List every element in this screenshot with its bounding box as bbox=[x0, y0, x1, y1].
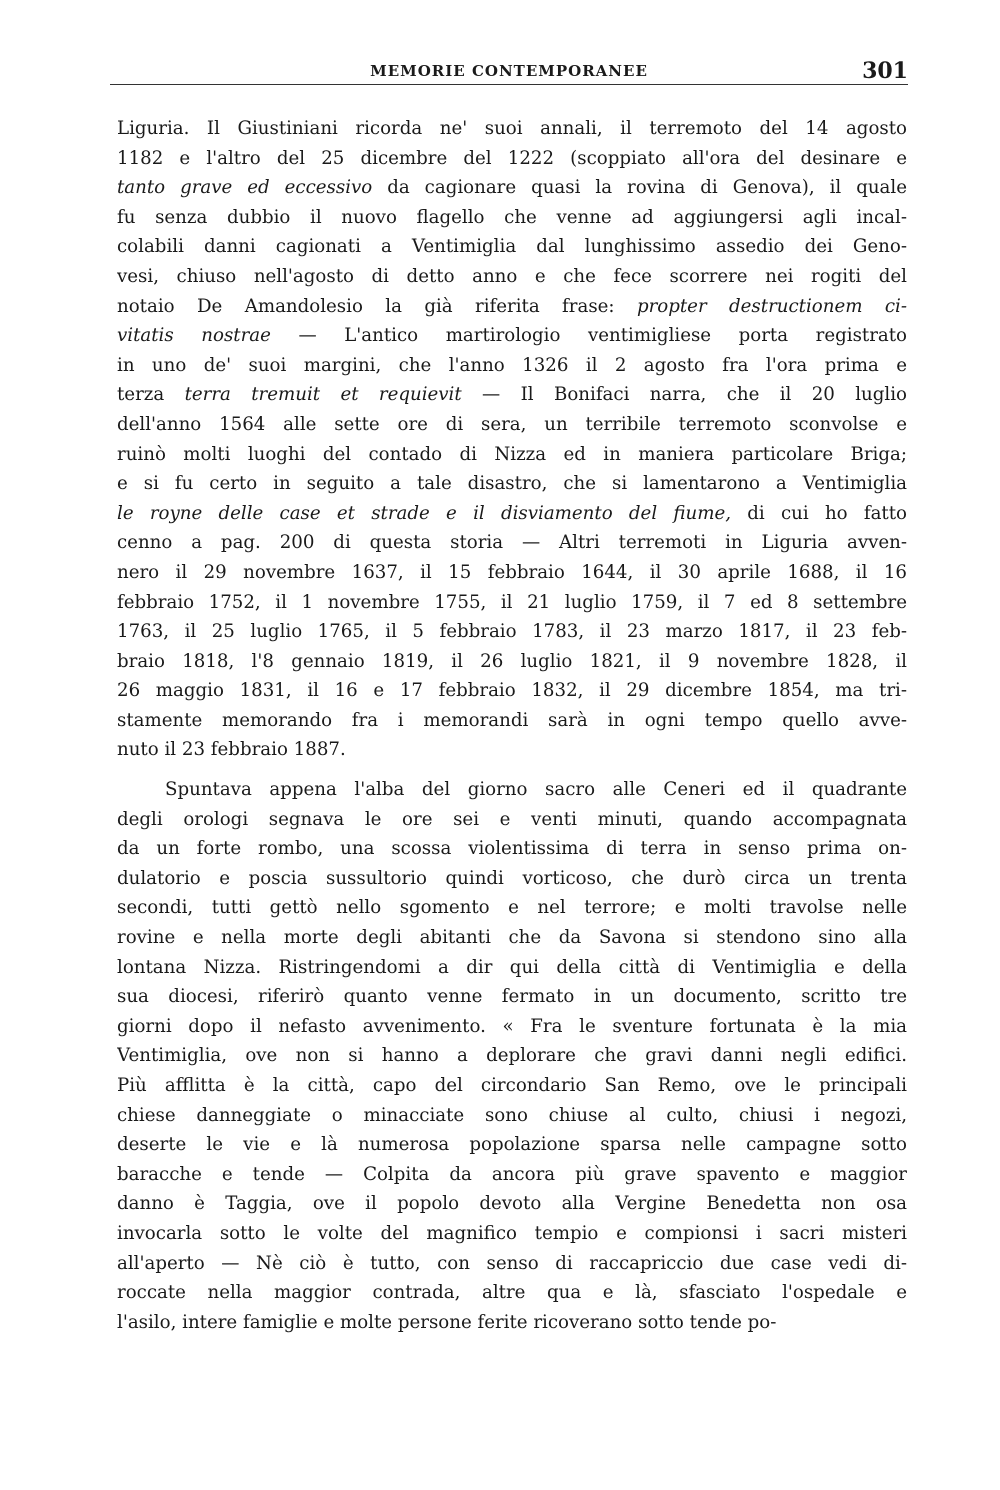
text-line bbox=[117, 1071, 907, 1101]
text-segment: e si fu certo in seguito a tale disastro, che si lamentarono a Ventimiglia bbox=[117, 473, 907, 495]
text-line bbox=[117, 1219, 907, 1249]
text-line bbox=[117, 735, 907, 765]
text-segment: danno è Taggia, ove il popolo devoto alla Vergine Benedetta non osa bbox=[117, 1193, 907, 1215]
text-line bbox=[117, 1189, 907, 1219]
text-line bbox=[117, 982, 907, 1012]
text-segment: sua diocesi, riferirò quanto venne fermato in un documento, scritto tre bbox=[117, 986, 907, 1008]
text-line bbox=[117, 144, 907, 174]
paragraph-1 bbox=[117, 114, 907, 765]
text-segment: secondi, tutti gettò nello sgomento e nel terrore; e molti travolse nelle bbox=[117, 897, 907, 919]
text-segment: chiese danneggiate o minacciate sono chiuse al culto, chiusi i negozi, bbox=[117, 1104, 907, 1126]
text-line bbox=[117, 834, 907, 864]
text-line bbox=[117, 775, 907, 805]
text-segment: ruinò molti luoghi del contado di Nizza ed in maniera particolare Briga; bbox=[117, 443, 907, 465]
text-segment: nuto il 23 febbraio 1887. bbox=[117, 739, 346, 761]
text-segment: da cagionare quasi la rovina di Genova), il quale bbox=[372, 177, 907, 199]
text-line bbox=[117, 647, 907, 677]
text-line bbox=[117, 923, 907, 953]
text-segment: da un forte rombo, una scossa violentissima di terra in senso prima on- bbox=[117, 838, 907, 860]
running-head bbox=[110, 60, 908, 85]
text-line bbox=[117, 953, 907, 983]
text-line bbox=[117, 469, 907, 499]
text-line bbox=[117, 1041, 907, 1071]
text-line bbox=[117, 410, 907, 440]
text-line bbox=[117, 1308, 907, 1338]
text-segment: febbraio 1752, il 1 novembre 1755, il 21 luglio 1759, il 7 ed 8 settembre bbox=[117, 591, 907, 613]
text-line bbox=[117, 1278, 907, 1308]
text-line bbox=[117, 805, 907, 835]
text-segment: fu senza dubbio il nuovo flagello che venne ad aggiungersi agli incal- bbox=[117, 206, 907, 228]
body-text bbox=[117, 114, 907, 1337]
text-line bbox=[117, 262, 907, 292]
text-segment: terza bbox=[117, 384, 185, 406]
text-line bbox=[117, 499, 907, 529]
text-line bbox=[117, 617, 907, 647]
text-line bbox=[117, 588, 907, 618]
text-segment: notaio De Amandolesio la già riferita frase: bbox=[117, 295, 637, 317]
text-line bbox=[117, 173, 907, 203]
text-line bbox=[117, 380, 907, 410]
text-segment: Più afflitta è la città, capo del circondario San Remo, ove le principali bbox=[117, 1075, 907, 1096]
text-segment: braio 1818, l'8 gennaio 1819, il 26 luglio 1821, il 9 novembre 1828, il bbox=[117, 650, 907, 672]
text-segment: cenno a pag. 200 di questa storia — Altri terremoti in Liguria avven- bbox=[117, 532, 907, 554]
text-segment: l'asilo, intere famiglie e molte persone ferite ricoverano sotto tende po- bbox=[117, 1311, 777, 1333]
text-segment: lontana Nizza. Ristringendomi a dir qui della città di Ventimiglia e della bbox=[117, 956, 907, 978]
text-segment: giorni dopo il nefasto avvenimento. « Fra le sventure fortunata è la mia bbox=[117, 1015, 907, 1037]
text-line bbox=[117, 232, 907, 262]
text-segment: baracche e tende — Colpita da ancora più grave spavento e maggior bbox=[117, 1163, 907, 1185]
text-segment: — L'antico martirologio ventimigliese porta registrato bbox=[270, 325, 907, 347]
text-line bbox=[117, 893, 907, 923]
text-segment: Spuntava appena l'alba del giorno sacro alle Ceneri ed il quadrante bbox=[165, 779, 907, 801]
text-segment: stamente memorando fra i memorandi sarà in ogni tempo quello avve- bbox=[117, 709, 907, 731]
text-line bbox=[117, 1160, 907, 1190]
text-segment: di cui ho fatto bbox=[731, 502, 907, 524]
text-segment: colabili danni cagionati a Ventimiglia dal lunghissimo assedio dei Geno- bbox=[117, 236, 907, 258]
paragraph-2 bbox=[117, 775, 907, 1337]
text-segment: degli orologi segnava le ore sei e venti minuti, quando accompagnata bbox=[117, 808, 907, 830]
text-line bbox=[117, 203, 907, 233]
italic-segment: propter destructionem ci- bbox=[636, 295, 907, 317]
text-segment: — Il Bonifaci narra, che il 20 luglio bbox=[461, 384, 907, 406]
text-line bbox=[117, 1101, 907, 1131]
text-segment: dulatorio e poscia sussultorio quindi vorticoso, che durò circa un trenta bbox=[117, 867, 907, 889]
text-segment: 1763, il 25 luglio 1765, il 5 febbraio 1783, il 23 marzo 1817, il 23 feb- bbox=[117, 621, 907, 643]
text-segment: in uno de' suoi margini, che l'anno 1326 il 2 agosto fra l'ora prima e bbox=[117, 354, 907, 376]
text-segment: 26 maggio 1831, il 16 e 17 febbraio 1832, il 29 dicembre 1854, ma tri- bbox=[117, 680, 907, 702]
running-title: MEMORIE CONTEMPORANEE bbox=[370, 62, 648, 80]
text-segment: Liguria. Il Giustiniani ricorda ne' suoi annali, il terremoto del 14 agosto bbox=[117, 118, 907, 139]
text-segment: dell'anno 1564 alle sette ore di sera, un terribile terremoto sconvolse e bbox=[117, 413, 907, 435]
text-line bbox=[117, 1130, 907, 1160]
text-line bbox=[117, 676, 907, 706]
text-segment: invocarla sotto le volte del magnifico tempio e compionsi i sacri misteri bbox=[117, 1222, 907, 1244]
text-line bbox=[117, 292, 907, 322]
text-segment: nero il 29 novembre 1637, il 15 febbraio 1644, il 30 aprile 1688, il 16 bbox=[117, 561, 907, 583]
text-line bbox=[117, 114, 907, 144]
text-line bbox=[117, 1249, 907, 1279]
text-segment: Ventimiglia, ove non si hanno a deplorare che gravi danni negli edifici. bbox=[117, 1045, 907, 1067]
italic-segment: terra tremuit et requievit bbox=[184, 384, 462, 406]
text-line bbox=[117, 706, 907, 736]
text-line bbox=[117, 558, 907, 588]
text-line bbox=[117, 528, 907, 558]
text-segment: vesi, chiuso nell'agosto di detto anno e che fece scorrere nei rogiti del bbox=[117, 265, 907, 287]
text-line bbox=[117, 1012, 907, 1042]
text-segment: deserte le vie e là numerosa popolazione sparsa nelle campagne sotto bbox=[117, 1134, 907, 1156]
text-line bbox=[117, 440, 907, 470]
text-segment: all'aperto — Nè ciò è tutto, con senso di raccapriccio due case vedi di- bbox=[117, 1252, 907, 1274]
italic-segment: tanto grave ed eccessivo bbox=[117, 177, 373, 199]
italic-segment: le royne delle case et strade e il disviamento del fiume, bbox=[117, 502, 732, 524]
text-segment: rovine e nella morte degli abitanti che da Savona si stendono sino alla bbox=[117, 927, 907, 949]
text-segment: roccate nella maggior contrada, altre qua e là, sfasciato l'ospedale e bbox=[117, 1282, 907, 1304]
text-segment: 1182 e l'altro del 25 dicembre del 1222 (scoppiato all'ora del desinare e bbox=[117, 147, 907, 169]
page-number: 301 bbox=[862, 58, 908, 84]
italic-segment: vitatis nostrae bbox=[117, 325, 271, 347]
text-line bbox=[117, 351, 907, 381]
text-line bbox=[117, 321, 907, 351]
text-line bbox=[117, 864, 907, 894]
